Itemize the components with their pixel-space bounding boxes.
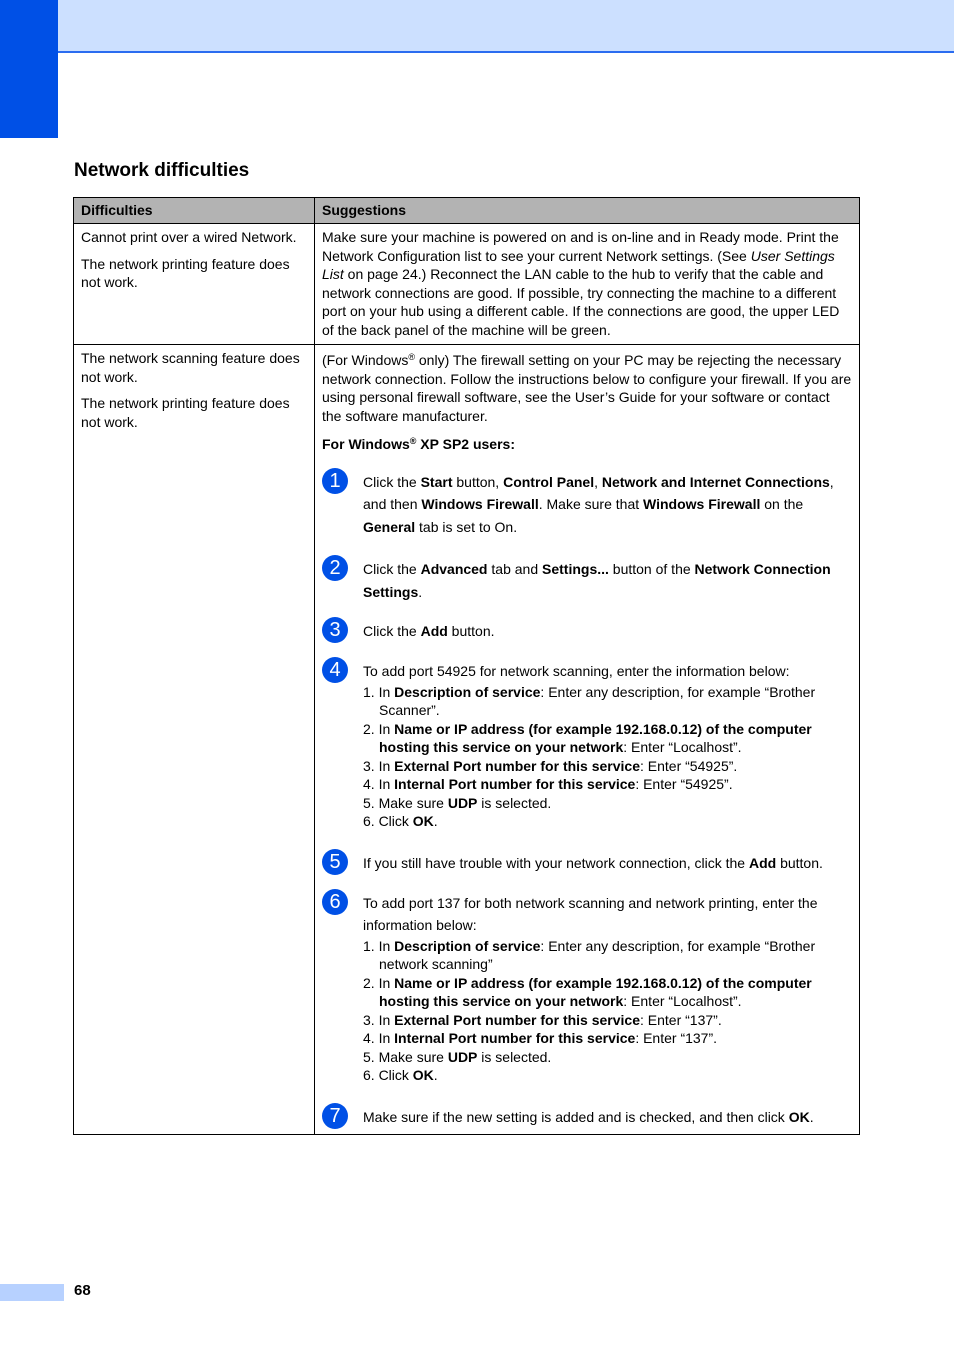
difficulty-text: Cannot print over a wired Network. xyxy=(81,229,297,245)
step-number-icon: 2 xyxy=(322,555,348,581)
table-header-row xyxy=(74,198,860,224)
firewall-intro: (For Windows® only) The firewall setting on your PC may be rejecting the necessary network connection. Follow the instructions below to configure your firewall. If you are using personal firewall software, see the User’s Guide for your software or contact the software manufacturer. xyxy=(322,352,852,424)
step-text: To add port 54925 for network scanning, enter the information below: 1. In Description of service: Enter any description, for example “Brother Scanner”. 2. In Name or IP address (for example 192.168.0.12) of the computer hosting this service on your network: Enter “Localhost”. 3. In External Port number for this service: Enter “54925”. 4. In Internal Port number for this service: Enter “54925”. 5. Make sure UDP is selected. 6. Click OK. xyxy=(363,657,852,831)
suggestion-cell xyxy=(315,345,860,1135)
list-item: 4. In Internal Port number for this service: Enter “54925”. xyxy=(363,776,733,792)
step-6 xyxy=(322,889,852,1085)
header-suggestions: Suggestions xyxy=(315,198,860,224)
step-text: To add port 137 for both network scanning and network printing, enter the information below: 1. In Description of service: Enter any description, for example “Brother network scanning” 2. In Name or IP address (for example 192.168.0.12) of the computer hosting this service on your network: Enter “Localhost”. 3. In External Port number for this service: Enter “137”. 4. In Internal Port number for this service: Enter “137”. 5. Make sure UDP is selected. 6. Click OK. xyxy=(363,889,852,1085)
step-text: Make sure if the new setting is added and is checked, and then click OK. xyxy=(363,1108,814,1125)
list-item: 3. In External Port number for this service: Enter “54925”. xyxy=(363,757,738,774)
step-text: Click the Start button, Control Panel, Network and Internet Connections, and then Windows Firewall. Make sure that Windows Firewall on the General tab is set to On. xyxy=(363,473,834,535)
list-item: 6. Click OK. xyxy=(363,1067,438,1083)
step-number-icon: 1 xyxy=(322,468,348,494)
list-item: 2. In Name or IP address (for example 192.168.0.12) of the computer hosting this service on your network: Enter “Localhost”. xyxy=(363,720,812,755)
step-text: If you still have trouble with your network connection, click the Add button. xyxy=(363,854,823,871)
step-number-icon: 4 xyxy=(322,657,348,683)
step-5 xyxy=(322,849,852,875)
port-settings-list xyxy=(363,937,852,1085)
difficulty-text: The network scanning feature does not work. xyxy=(81,350,300,385)
step-number-icon: 5 xyxy=(322,849,348,875)
step-number-icon: 7 xyxy=(322,1103,348,1129)
chapter-tab xyxy=(0,0,58,138)
difficulty-cell xyxy=(74,345,315,1135)
step-7 xyxy=(322,1103,852,1129)
step-text: Click the Add button. xyxy=(363,623,495,639)
step-3 xyxy=(322,617,852,643)
difficulty-text: The network printing feature does not work. xyxy=(81,395,290,430)
list-item: 4. In Internal Port number for this service: Enter “137”. xyxy=(363,1030,718,1046)
table-row xyxy=(74,345,860,1135)
page-number: 68 xyxy=(74,1282,91,1299)
list-item: 6. Click OK. xyxy=(363,813,438,829)
suggestion-text: Make sure your machine is powered on and is on-line and in Ready mode. Print the Network Configuration list to see your current Network settings. (See User Settings List on page 24.) Reconnect the LAN cable to the hub to verify that the cable and network connections are good. If possible, try connecting the machine to a different port on your hub using a different cable. If the connections are good, the upper LED of the back panel of the machine will be green. xyxy=(322,229,840,338)
list-item: 1. In Description of service: Enter any description, for example “Brother network scanning” xyxy=(363,937,816,972)
list-item: 1. In Description of service: Enter any description, for example “Brother Scanner”. xyxy=(363,683,816,718)
step-text: Click the Advanced tab and Settings... button of the Network Connection Settings. xyxy=(363,561,831,600)
troubleshooting-table xyxy=(73,197,860,1135)
page-number-bar xyxy=(0,1284,64,1301)
step-number-icon: 6 xyxy=(322,889,348,915)
difficulty-cell xyxy=(74,224,315,345)
step-4 xyxy=(322,657,852,831)
step-number-icon: 3 xyxy=(322,617,348,643)
table-row xyxy=(74,224,860,345)
list-item: 3. In External Port number for this service: Enter “137”. xyxy=(363,1011,722,1028)
step-1 xyxy=(322,468,852,539)
header-band xyxy=(58,0,954,53)
suggestion-cell xyxy=(315,224,860,345)
list-item: 2. In Name or IP address (for example 192.168.0.12) of the computer hosting this service on your network: Enter “Localhost”. xyxy=(363,974,812,1009)
xp-subheading: For Windows® XP SP2 users: xyxy=(322,436,515,452)
section-heading: Network difficulties xyxy=(74,160,250,181)
step-2 xyxy=(322,555,852,603)
port-settings-list xyxy=(363,683,852,831)
list-item: 5. Make sure UDP is selected. xyxy=(363,794,552,811)
difficulty-text: The network printing feature does not work. xyxy=(81,255,290,290)
header-difficulties: Difficulties xyxy=(74,198,315,224)
list-item: 5. Make sure UDP is selected. xyxy=(363,1048,552,1065)
